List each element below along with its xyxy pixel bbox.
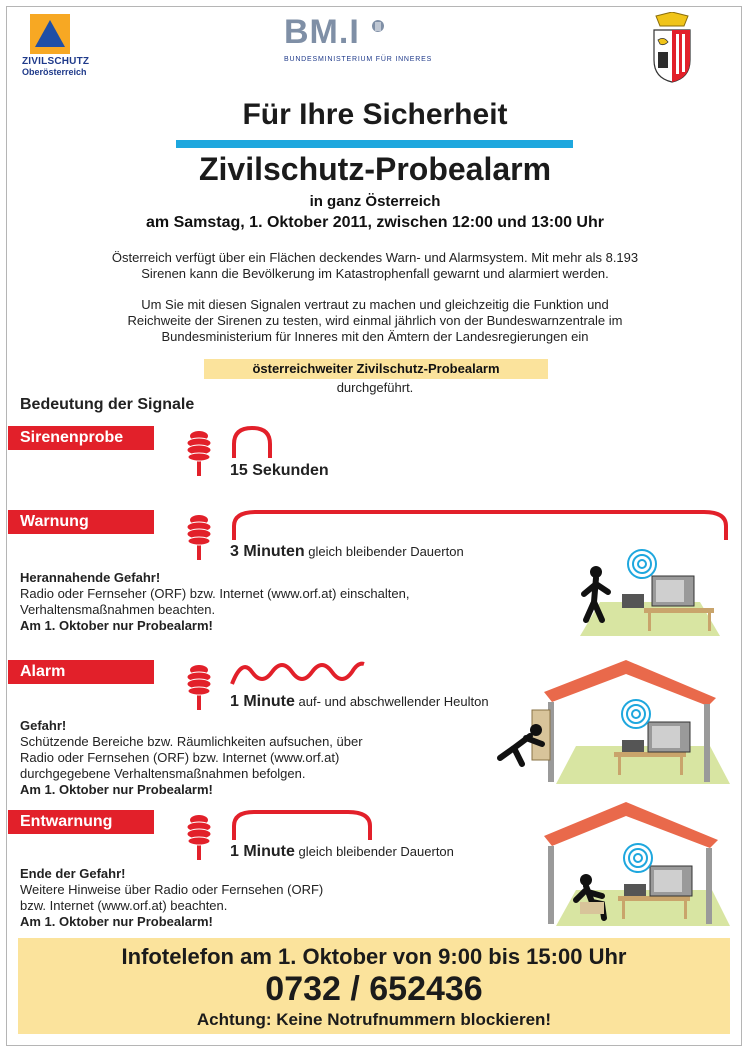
all-clear-tone-wave-icon bbox=[228, 806, 378, 842]
signal-duration-warnung: 3 Minuten gleich bleibender Dauerton bbox=[230, 543, 464, 560]
entwarnung-info-title: Ende der Gefahr! bbox=[20, 866, 126, 881]
info-warning-text: Achtung: Keine Notrufnummern blockieren! bbox=[196, 1010, 552, 1029]
info-hotline-text: Infotelefon am 1. Oktober von 9:00 bis 15:00 Uhr bbox=[121, 944, 627, 969]
page-title: Für Ihre Sicherheit bbox=[242, 98, 508, 131]
siren-icon bbox=[180, 814, 220, 864]
zivilschutz-region-text: Oberösterreich bbox=[22, 67, 87, 77]
performed-text: durchgeführt. bbox=[336, 380, 414, 395]
entwarnung-info bbox=[20, 866, 323, 930]
info-phone-number[interactable]: 0732 / 652436 bbox=[265, 970, 483, 1008]
entwarnung-info-line: bzw. Internet (www.orf.at) beachten. bbox=[20, 898, 228, 913]
signal-duration-alarm: 1 Minute auf- und abschwellender Heulton bbox=[230, 693, 489, 710]
signal-label-alarm: Alarm bbox=[8, 660, 154, 684]
wailing-tone-wave-icon bbox=[228, 654, 368, 690]
warnung-scene-illustration bbox=[560, 540, 732, 640]
zivilschutz-logo bbox=[22, 14, 112, 77]
warnung-info-title: Herannahende Gefahr! bbox=[20, 570, 161, 585]
siren-icon bbox=[180, 430, 220, 480]
warnung-info-line: Radio oder Fernseher (ORF) bzw. Internet (www.orf.at) einschalten, bbox=[20, 586, 410, 601]
signal-label-entwarnung: Entwarnung bbox=[8, 810, 154, 834]
title-divider bbox=[176, 140, 573, 148]
alarm-info-title: Gefahr! bbox=[20, 718, 67, 733]
alarm-info-line: Schützende Bereiche bzw. Räumlichkeiten aufsuchen, über bbox=[20, 734, 363, 749]
warnung-info bbox=[20, 570, 409, 634]
zivilschutz-triangle-icon bbox=[30, 14, 70, 54]
alarm-info-line: Radio oder Fernsehen (ORF) bzw. Internet (www.orf.at) bbox=[20, 750, 340, 765]
entwarnung-info-note: Am 1. Oktober nur Probealarm! bbox=[20, 914, 213, 929]
short-tone-wave-icon bbox=[228, 424, 278, 460]
alarm-info-line: durchgegebene Verhaltensmaßnahmen befolgen. bbox=[20, 766, 306, 781]
siren-icon bbox=[180, 664, 220, 714]
alarm-info bbox=[20, 718, 363, 798]
subtitle-region: in ganz Österreich bbox=[309, 193, 441, 210]
probealarm-highlight: österreichweiter Zivilschutz-Probealarm bbox=[204, 359, 548, 379]
signal-label-sirenenprobe: Sirenenprobe bbox=[8, 426, 154, 450]
continuous-tone-wave-icon bbox=[228, 506, 732, 542]
purpose-paragraph: Um Sie mit diesen Signalen vertraut zu machen und gleichzeitig die Funktion und Reichweite der Sirenen zu testen, wird einmal jährlich von der Bundeswarnzentrale im Bundesministerium für Inneres mit den Ämtern der Landesregierungen ein bbox=[127, 297, 623, 344]
signal-duration-sirenenprobe: 15 Sekunden bbox=[230, 462, 329, 479]
signals-heading: Bedeutung der Signale bbox=[20, 396, 195, 413]
bmi-subtitle: BUNDESMINISTERIUM FÜR INNERES bbox=[284, 56, 433, 63]
info-hotline-box bbox=[18, 938, 730, 1034]
entwarnung-scene-illustration bbox=[540, 800, 732, 930]
alarm-info-note: Am 1. Oktober nur Probealarm! bbox=[20, 782, 213, 797]
warnung-info-note: Am 1. Oktober nur Probealarm! bbox=[20, 618, 213, 633]
alarm-scene-illustration bbox=[496, 658, 732, 788]
warnung-info-line: Verhaltensmaßnahmen beachten. bbox=[20, 602, 216, 617]
siren-icon bbox=[180, 514, 220, 564]
signal-label-warnung: Warnung bbox=[8, 510, 154, 534]
bmi-logo bbox=[284, 14, 474, 63]
intro-paragraph: Österreich verfügt über ein Flächen deckendes Warn- und Alarmsystem. Mit mehr als 8.193 Sirenen kann die Bevölkerung im Katastrophenfall gewarnt und alarmiert werden. bbox=[111, 250, 639, 281]
main-title: Zivilschutz-Probealarm bbox=[198, 151, 552, 187]
upper-austria-crest-icon bbox=[650, 12, 694, 84]
entwarnung-info-line: Weitere Hinweise über Radio oder Fernsehen (ORF) bbox=[20, 882, 324, 897]
bmi-logo-text: BM.I bbox=[284, 14, 474, 50]
signal-duration-entwarnung: 1 Minute gleich bleibender Dauerton bbox=[230, 843, 454, 860]
zivilschutz-logo-text: ZIVILSCHUTZ bbox=[22, 56, 90, 67]
eagle-icon bbox=[370, 18, 386, 34]
subtitle-date: am Samstag, 1. Oktober 2011, zwischen 12:00 und 13:00 Uhr bbox=[146, 214, 604, 231]
